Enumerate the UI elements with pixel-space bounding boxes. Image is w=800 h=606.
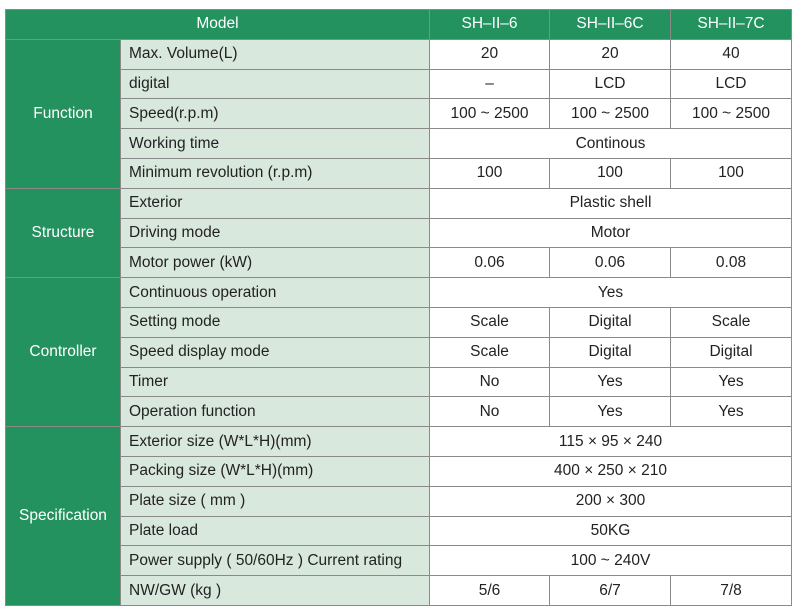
value-cell: Yes [671, 367, 792, 397]
row-label: Power supply ( 50/60Hz ) Current rating [121, 546, 430, 576]
value-cell: 100 ~ 2500 [550, 99, 671, 129]
value-cell: 400 × 250 × 210 [430, 456, 792, 486]
value-cell: 0.06 [430, 248, 550, 278]
row-label: Setting mode [121, 307, 430, 337]
value-cell: Digital [550, 337, 671, 367]
model-header: Model [6, 10, 430, 40]
table-row [6, 397, 792, 427]
value-cell: – [430, 69, 550, 99]
row-label: Speed(r.p.m) [121, 99, 430, 129]
value-cell: 100 ~ 2500 [671, 99, 792, 129]
value-cell: LCD [550, 69, 671, 99]
model-column-header: SH–II–6 [430, 10, 550, 40]
row-label: Operation function [121, 397, 430, 427]
table-row [6, 456, 792, 486]
table-row [6, 188, 792, 218]
model-column-header: SH–II–6C [550, 10, 671, 40]
value-cell: 5/6 [430, 576, 550, 606]
category-cell: Specification [6, 427, 121, 606]
table-row [6, 39, 792, 69]
row-label: digital [121, 69, 430, 99]
table-row [6, 69, 792, 99]
table-row [6, 99, 792, 129]
value-cell: Scale [430, 337, 550, 367]
value-cell: Digital [550, 307, 671, 337]
value-cell: 100 [550, 158, 671, 188]
value-cell: 40 [671, 39, 792, 69]
value-cell: Yes [430, 278, 792, 308]
row-label: Max. Volume(L) [121, 39, 430, 69]
value-cell: 100 [430, 158, 550, 188]
row-label: Motor power (kW) [121, 248, 430, 278]
row-label: Packing size (W*L*H)(mm) [121, 456, 430, 486]
value-cell: 50KG [430, 516, 792, 546]
spec-table-body [6, 10, 792, 606]
value-cell: 6/7 [550, 576, 671, 606]
table-row [6, 158, 792, 188]
category-cell: Controller [6, 278, 121, 427]
row-label: Plate size ( mm ) [121, 486, 430, 516]
value-cell: 0.06 [550, 248, 671, 278]
row-label: Timer [121, 367, 430, 397]
row-label: Working time [121, 129, 430, 159]
value-cell: 7/8 [671, 576, 792, 606]
row-label: Driving mode [121, 218, 430, 248]
value-cell: Plastic shell [430, 188, 792, 218]
table-row [6, 337, 792, 367]
table-row [6, 546, 792, 576]
value-cell: Continous [430, 129, 792, 159]
value-cell: LCD [671, 69, 792, 99]
value-cell: 0.08 [671, 248, 792, 278]
value-cell: 100 [671, 158, 792, 188]
table-row [6, 278, 792, 308]
value-cell: Scale [671, 307, 792, 337]
value-cell: Scale [430, 307, 550, 337]
value-cell: 20 [550, 39, 671, 69]
value-cell: No [430, 367, 550, 397]
value-cell: 100 ~ 2500 [430, 99, 550, 129]
category-cell: Function [6, 39, 121, 188]
row-label: Speed display mode [121, 337, 430, 367]
table-row [6, 129, 792, 159]
row-label: Exterior size (W*L*H)(mm) [121, 427, 430, 457]
row-label: Exterior [121, 188, 430, 218]
value-cell: 100 ~ 240V [430, 546, 792, 576]
row-label: Continuous operation [121, 278, 430, 308]
row-label: Plate load [121, 516, 430, 546]
header-row [6, 10, 792, 40]
spec-table [5, 9, 792, 606]
category-cell: Structure [6, 188, 121, 277]
value-cell: 20 [430, 39, 550, 69]
table-row [6, 367, 792, 397]
model-column-header: SH–II–7C [671, 10, 792, 40]
table-row [6, 218, 792, 248]
table-row [6, 486, 792, 516]
value-cell: Yes [550, 367, 671, 397]
table-row [6, 248, 792, 278]
table-row [6, 427, 792, 457]
value-cell: Yes [671, 397, 792, 427]
table-row [6, 516, 792, 546]
value-cell: Digital [671, 337, 792, 367]
table-row [6, 307, 792, 337]
value-cell: Motor [430, 218, 792, 248]
value-cell: 115 × 95 × 240 [430, 427, 792, 457]
value-cell: Yes [550, 397, 671, 427]
value-cell: 200 × 300 [430, 486, 792, 516]
value-cell: No [430, 397, 550, 427]
row-label: NW/GW (kg ) [121, 576, 430, 606]
row-label: Minimum revolution (r.p.m) [121, 158, 430, 188]
